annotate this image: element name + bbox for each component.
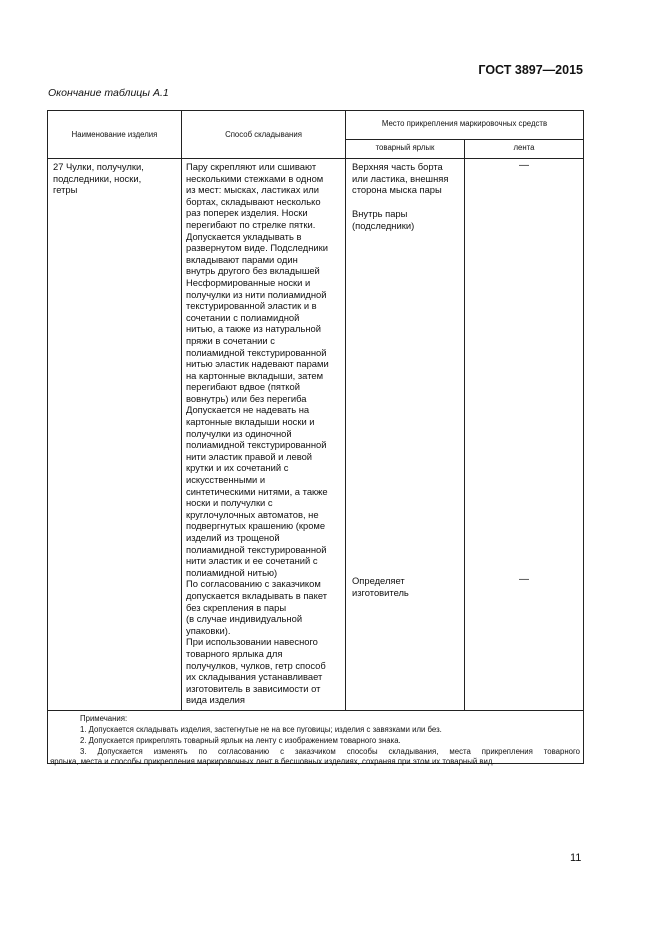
label-place-top xyxy=(352,161,462,196)
header-bottom-line xyxy=(48,158,583,159)
cell-line: (подследники) xyxy=(352,219,415,231)
header-tape: лента xyxy=(513,143,535,152)
note-2: 2. Допускается прикреплять товарный ярлык на ленту с изображением товарного знака. xyxy=(80,736,401,745)
cell-line: товарного ярлыка для xyxy=(186,647,283,659)
col-divider-2 xyxy=(345,111,346,710)
row-bottom-line xyxy=(48,710,583,711)
cell-line: подвергнутых крашению (кроме xyxy=(186,520,326,532)
cell-line: полиамидной текстурированной xyxy=(186,439,327,451)
header-product-name: Наименование изделия xyxy=(71,130,158,139)
table-caption: Окончание таблицы А.1 xyxy=(48,87,169,99)
col-divider-1 xyxy=(181,111,182,710)
label-place-bottom xyxy=(352,575,462,598)
cell-line: без скрепления в пары xyxy=(186,601,287,613)
page-number: 11 xyxy=(570,852,582,864)
cell-line: вида изделия xyxy=(186,694,245,706)
cell-line: полиамидной нитью) xyxy=(186,566,278,578)
cell-line: Несформированные носки и xyxy=(186,276,311,288)
cell-line: вкладывают парами один xyxy=(186,253,298,265)
data-table xyxy=(47,110,584,764)
cell-line: полиамидной текстурированной xyxy=(186,543,327,555)
label-place-middle xyxy=(352,208,462,231)
note-3: 3. Допускается изменять по согласованию с заказчиком способы складывания, места прикрепления товарного xyxy=(80,747,580,756)
cell-line: сторона мыска пары xyxy=(352,184,442,196)
cell-line: нити эластик и ее сочетаний с xyxy=(186,555,318,567)
header-folding-method: Способ складывания xyxy=(225,130,302,139)
header-label: товарный ярлык xyxy=(375,143,435,152)
product-name-cell xyxy=(53,161,178,196)
cell-line: раз поперек изделия. Носки xyxy=(186,207,308,219)
cell-line: нитью, а также из натуральной xyxy=(186,323,321,335)
cell-line: Внутрь пары xyxy=(352,208,408,219)
cell-line: искусственными и xyxy=(186,474,266,486)
cell-line: Допускается укладывать в xyxy=(186,230,302,242)
cell-line: развернутом виде. Подследники xyxy=(186,242,328,254)
folding-method-cell xyxy=(186,161,344,706)
cell-line: подследники, носки, xyxy=(53,172,142,184)
cell-line: круглочулочных автоматов, не xyxy=(186,508,319,520)
cell-line: несколькими стежками в одном xyxy=(186,172,324,184)
note-1: 1. Допускается складывать изделия, застегнутые не на все пуговицы; изделия с завязками или без. xyxy=(80,725,442,734)
cell-line: носки и получулки с xyxy=(186,497,273,509)
cell-line: изделий из трощеной xyxy=(186,532,280,543)
cell-line: перегибают вдвое (пяткой xyxy=(186,381,300,393)
cell-line: сочетании с полиамидной xyxy=(186,311,300,323)
cell-line: пряжи в сочетании с xyxy=(186,334,275,346)
cell-line: нити эластик правой и левой xyxy=(186,450,313,462)
cell-line: их складывания устанавливает xyxy=(186,671,323,683)
cell-line: внутрь другого без вкладышей xyxy=(186,265,320,277)
cell-line: При использовании навесного xyxy=(186,636,318,648)
cell-line: По согласованию с заказчиком xyxy=(186,578,321,590)
cell-line: упаковки). xyxy=(186,624,231,636)
cell-line: крутки и их сочетаний с xyxy=(186,462,289,474)
cell-line: бортах, складывают несколько xyxy=(186,195,321,207)
header-marking-place: Место прикрепления маркировочных средств xyxy=(381,119,548,128)
tape-dash-bottom: — xyxy=(519,574,529,585)
col-divider-3 xyxy=(464,139,465,710)
cell-line: нитью эластик надевают парами xyxy=(186,358,329,370)
cell-line: картонные вкладыши носки и xyxy=(186,416,315,428)
cell-line: синтетическими нитями, а также xyxy=(186,485,328,497)
cell-line: изготовитель в зависимости от xyxy=(186,682,321,694)
cell-line: 27 Чулки, получулки, xyxy=(53,161,144,172)
cell-line: перегибают по стрелке пятки. xyxy=(186,218,316,230)
cell-line: или ластика, внешняя xyxy=(352,172,449,184)
note-3-continued: ярлыка, места и способы прикрепления маркировочных лент в бесшовных изделиях, сохраняя при этом их товарный вид. xyxy=(50,757,495,766)
cell-line: Определяет xyxy=(352,575,405,586)
cell-line: вовнутрь) или без перегиба xyxy=(186,392,307,404)
cell-line: допускается вкладывать в пакет xyxy=(186,589,328,601)
cell-line: Допускается не надевать на xyxy=(186,404,310,416)
cell-line: на картонные вкладыши, затем xyxy=(186,369,324,381)
notes-title: Примечания: xyxy=(80,714,128,723)
cell-line: получулков, чулков, гетр способ xyxy=(186,659,326,671)
cell-line: (в случае индивидуальной xyxy=(186,613,303,625)
cell-line: из мест: мысках, ластиках или xyxy=(186,184,319,196)
cell-line: получулки из нити полиамидной xyxy=(186,288,327,300)
cell-line: Пару скрепляют или сшивают xyxy=(186,161,317,172)
cell-line: текстурированной эластик и в xyxy=(186,300,317,312)
cell-line: получулки из одиночной xyxy=(186,427,292,439)
cell-line: Верхняя часть борта xyxy=(352,161,443,172)
cell-line: гетры xyxy=(53,184,78,196)
cell-line: изготовитель xyxy=(352,586,409,598)
standard-number: ГОСТ 3897—2015 xyxy=(478,63,583,77)
tape-dash-top: — xyxy=(519,160,529,171)
cell-line: полиамидной текстурированной xyxy=(186,346,327,358)
